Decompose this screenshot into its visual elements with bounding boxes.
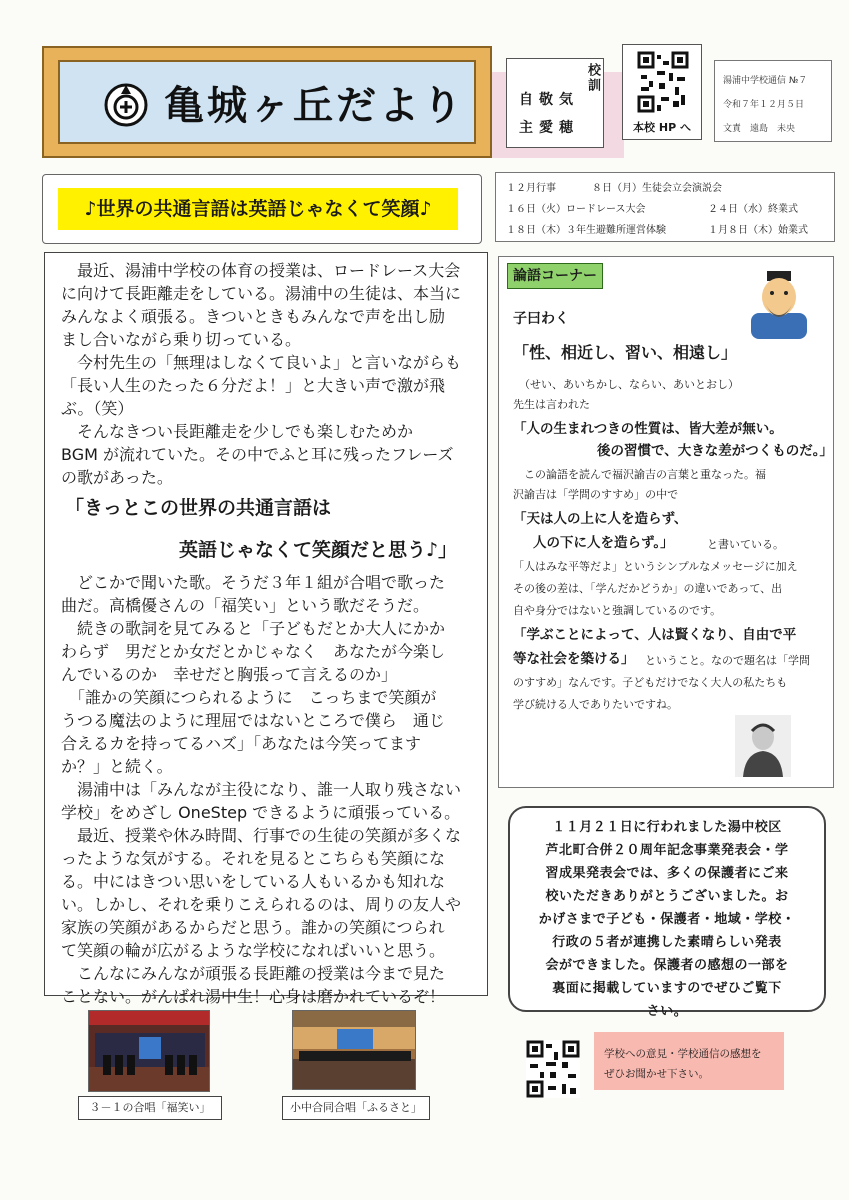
article-line: 合えるカを持ってるハズ」「あなたは今笑ってます — [61, 734, 422, 753]
event-item: １８日（木）３年生避難所運営体験 — [506, 225, 666, 236]
issue-author: 文責 遠島 未央 — [723, 124, 796, 134]
feedback-qr-code-icon[interactable] — [526, 1040, 580, 1098]
rongo-text: と書いている。 — [707, 538, 784, 551]
article-line: 「誰かの笑顔につられるように こっちまで笑顔が — [61, 688, 437, 707]
lyric-quote-line: 「きっとこの世界の共通言語は — [65, 497, 332, 519]
rongo-text: 「人はみな平等だよ」というシンプルなメッセージに加え — [513, 560, 798, 573]
article-line: か？」と続く。 — [61, 757, 173, 776]
rongo-bold: 人の下に人を造らず。」 — [533, 535, 674, 551]
choir-stage-image — [89, 1011, 210, 1092]
joint-choir-photo — [292, 1010, 416, 1090]
main-article — [44, 252, 488, 1006]
article-line: BGM が流れていた。その中でふと耳に残ったフレーズ — [61, 445, 454, 464]
rongo-text: のすすめ」なんです。子どもだけでなく大人の私たちも — [513, 676, 788, 689]
feedback-text: ぜひお聞かせ下さい。 — [604, 1068, 709, 1080]
rongo-bold: 「天は人の上に人を造らず、 — [513, 511, 688, 527]
rongo-text: 自や身分ではないと強調しているのです。 — [513, 604, 722, 617]
article-line: そんなきつい長距離走を少しでも楽しむためか — [61, 422, 414, 441]
article-line: 家族の笑顔があるからだと思う。誰かの笑顔につられ — [61, 918, 445, 937]
rongo-text: 先生は言われた — [513, 398, 590, 411]
announcement-line: 校いただきありがとうございました。お — [545, 889, 789, 904]
announcement-line: 会ができました。保護者の感想の一部を — [545, 958, 789, 973]
event-item: １月８日（木）始業式 — [708, 225, 808, 236]
article-line: こんなにみんなが頑張る長距離の授業は今まで見た — [61, 964, 446, 983]
article-line: 最近、授業や休み時間、行事での生徒の笑顔が多くな — [61, 826, 462, 845]
rongo-text: 学び続ける人でありたいですね。 — [513, 698, 678, 711]
motto-label: 校訓 — [585, 63, 600, 93]
article-line: ことない。がんばれ湯中生！心身は磨かれているぞ！ — [61, 987, 446, 1006]
rongo-bold: 等な社会を築ける」 — [513, 651, 635, 667]
announcement-line: 行政の５者が連携した素晴らしい発表 — [552, 935, 782, 950]
lyric-quote-line: 英語じゃなくて笑顔だと思う♪」 — [179, 539, 458, 561]
article-line: どこかで聞いた歌。そうだ３年１組が合唱で歌った — [61, 573, 446, 592]
article-line: 湯浦中は「みんなが主役になり、誰一人取り残さない — [61, 780, 462, 799]
event-item: ８日（月）生徒会立会演説会 — [592, 183, 722, 194]
issue-date: 令和７年１２月５日 — [723, 100, 805, 110]
announcement-line: かげさまで子ども・保護者・地域・学校・ — [538, 912, 796, 927]
article-line: に向けて長距離走をしている。湯浦中の生徒は、本当に — [61, 284, 462, 303]
article-line: ぶ。（笑） — [61, 399, 134, 418]
rongo-text: ということ。なので題名は「学問 — [645, 654, 810, 667]
event-month: １２月行事 — [506, 183, 556, 194]
article-line: て笑顔の輪が広がるような学校になればいいと思う。 — [61, 941, 446, 960]
article-line: ったような気がする。それを見るとこちらも笑顔にな — [61, 849, 446, 868]
article-line: 「長い人生のたった６分だよ！」と大きい声で激が飛 — [61, 376, 446, 395]
announcement-box — [508, 806, 826, 1019]
masthead — [42, 46, 492, 158]
photo-caption: ３－１の合唱「福笑い」 — [78, 1096, 222, 1120]
announcement-line: 裏面に掲載していますのでぜひご覧下 — [552, 981, 782, 996]
headline-banner — [58, 188, 458, 230]
article-line: 曲だ。高橋優さんの「福笑い」という歌だそうだ。 — [61, 596, 430, 615]
announcement-line: 習成果発表会では、多くの保護者にご来 — [545, 866, 789, 881]
announcement-line: さい。 — [646, 1004, 688, 1019]
homepage-label[interactable]: 本校 HP へ — [633, 121, 691, 134]
gym-choir-image — [293, 1011, 416, 1090]
article-line: い。しかし、それを乗りこえられるのは、周りの友人や — [61, 895, 462, 914]
masthead-title-panel — [58, 60, 476, 144]
rongo-intro: 子曰わく — [513, 311, 569, 327]
event-item: ２４日（水）終業式 — [708, 204, 798, 215]
rongo-bold: 「学ぶことによって、人は賢くなり、自由で平 — [513, 627, 797, 643]
article-line: んでいるのか 幸せだと胸張って言えるのか」 — [61, 665, 398, 684]
photo-caption: 小中合同合唱「ふるさと」 — [282, 1096, 430, 1120]
rongo-quote: 「性、相近し、習い、相遠し」 — [513, 343, 738, 362]
motto-line: 主愛穂 — [519, 120, 579, 136]
issue-number: 湯浦中学校通信 №７ — [723, 76, 808, 86]
rongo-bold: 後の習慣で、大きな差がつくものだ。」 — [597, 443, 833, 459]
school-motto — [506, 58, 604, 148]
headline-text: ♪世界の共通言語は英語じゃなくて笑顔♪ — [84, 198, 432, 220]
article-line: 最近、湯浦中学校の体育の授業は、ロードレース大会 — [61, 261, 461, 280]
article-line: る。中にはきつい思いをしている人もいるかも知れな — [61, 872, 446, 891]
school-emblem-icon — [102, 80, 150, 128]
fukuzawa-portrait-icon — [735, 715, 791, 777]
rongo-corner — [498, 256, 834, 788]
article-line: うつる魔法のように理屈ではないところで僕ら 通じ — [61, 711, 445, 730]
feedback-request — [594, 1032, 784, 1090]
rongo-reading: （せい、あいちかし、ならい、あいとおし） — [519, 378, 739, 391]
motto-line: 自敬気 — [519, 92, 579, 108]
choir-photo — [88, 1010, 210, 1092]
article-line: 今村先生の「無理はしなくて良いよ」と言いながらも — [61, 353, 462, 372]
article-line: みんなよく頑張る。きついときもみんなで声を出し励 — [61, 307, 446, 326]
rongo-bold: 「人の生まれつきの性質は、皆大差が無い。 — [513, 421, 783, 437]
rongo-text: その後の差は、「学んだかどうか」の違いであって、出 — [513, 582, 783, 595]
homepage-qr-box[interactable] — [622, 44, 702, 140]
article-line: 学校」をめざし OneStep できるように頑張っている。 — [61, 803, 461, 822]
newsletter-title: 亀城ヶ丘だより — [164, 83, 465, 129]
article-line: の歌があった。 — [61, 468, 173, 487]
issue-info — [714, 60, 832, 142]
rongo-text: この論語を読んで福沢諭吉の言葉と重なった。福 — [513, 468, 766, 481]
announcement-line: １１月２１日に行われました湯中校区 — [552, 820, 782, 835]
article-line: 続きの歌詞を見てみると「子どもだとか大人にかか — [61, 619, 446, 638]
article-line: わらず 男だとか女だとかじゃなく あなたが今楽し — [61, 642, 446, 661]
feedback-text: 学校への意見・学校通信の感想を — [604, 1048, 762, 1060]
confucius-illustration-icon — [737, 271, 819, 339]
rongo-header: 論語コーナー — [507, 263, 603, 289]
event-schedule — [495, 172, 835, 242]
rongo-text: 沢諭吉は「学問のすすめ」の中で — [513, 488, 679, 501]
article-line: まし合いながら乗り切っている。 — [61, 330, 302, 349]
announcement-line: 芦北町合併２０周年記念事業発表会・学 — [545, 843, 789, 858]
qr-code-icon[interactable] — [637, 51, 689, 113]
event-item: １６日（火）ロードレース大会 — [506, 204, 646, 215]
